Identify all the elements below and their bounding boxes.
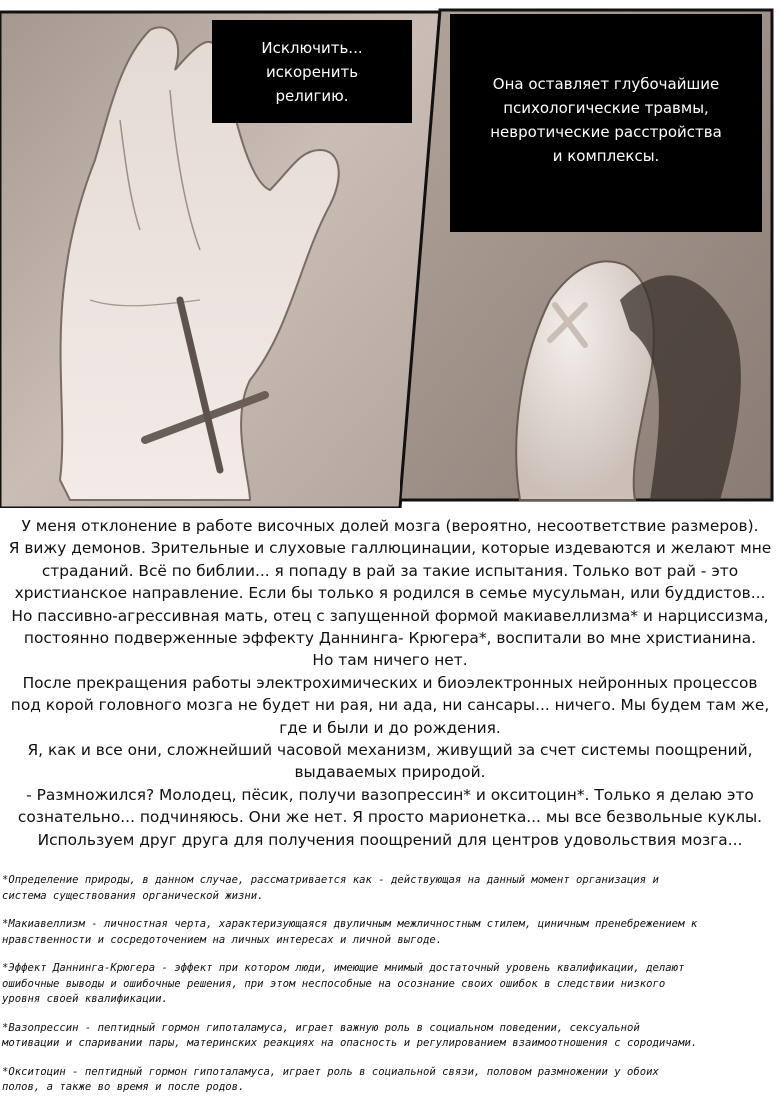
footnote-line: система существования органической жизни.	[2, 889, 264, 902]
main-text-block	[0, 515, 780, 851]
right-caption-box	[450, 14, 762, 232]
caption-line: Она оставляет глубочайшие	[492, 75, 720, 93]
footnote-dunning-kruger	[2, 961, 778, 1008]
caption-line: и комплексы.	[552, 147, 660, 165]
text-line: страданий. Всё по библии... я попаду в рай за такие испытания. Только вот рай - это	[41, 561, 739, 580]
text-line: под корой головного мозга не будет ни рая, ни ада, ни сансары... ничего. Мы будем там же,	[10, 696, 770, 715]
caption-line: религию.	[275, 87, 349, 105]
footnote-line: ошибочные выводы и ошибочные решения, при этом неспособные на осознание своих ошибок в следствии низкого	[2, 977, 666, 990]
text-line: Я, как и все они, сложнейший часовой механизм, живущий за счет системы поощрений,	[27, 741, 753, 760]
footnote-nature	[2, 873, 778, 904]
text-line: После прекращения работы электрохимических и биоэлектронных нейронных процессов	[22, 673, 758, 692]
text-line: где и были и до рождения.	[279, 718, 501, 737]
footnote-line: уровня своей квалификации.	[2, 993, 168, 1005]
footnote-line: *Окситоцин - пептидный гормон гипоталамуса, играет роль в социальной связи, половом размножении у обоих	[2, 1065, 659, 1078]
text-line: Я вижу демонов. Зрительные и слуховые галлюцинации, которые издеваются и желают мне	[8, 539, 772, 558]
text-line: Но там ничего нет.	[312, 651, 468, 670]
footnote-line: *Определение природы, в данном случае, рассматривается как - действующая на данный момент организация и	[2, 874, 659, 886]
text-line: Используем друг друга для получения поощрений для центров удовольствия мозга...	[37, 830, 743, 849]
text-line: сознательно... подчиняюсь. Они же нет. Я просто марионетка... мы все безвольные куклы.	[17, 808, 763, 827]
footnote-line: *Эффект Даннинга-Крюгера - эффект при котором люди, имеющие мнимый достаточный уровень квалификации, делают	[2, 962, 685, 974]
footnote-line: мотивации и спаривании пары, материнских реакциях на опасность и регулированием взаимоотношения с сородичами.	[2, 1037, 698, 1049]
text-line: постоянно подверженные эффекту Даннинга- Крюгера*, воспитали во мне христианина.	[23, 629, 757, 648]
footnote-line: полов, а также во время и после родов.	[2, 1081, 245, 1093]
left-caption-box	[212, 20, 412, 123]
footnote-vasopressin	[2, 1021, 778, 1052]
footnote-oxytocin	[2, 1065, 778, 1096]
text-line: У меня отклонение в работе височных долей мозга (вероятно, несоответствие размеров).	[21, 517, 759, 535]
text-line: выдаваемых природой.	[294, 763, 486, 782]
footnote-line: нравственности и сосредоточением на личных интересах и личной выгоде.	[2, 933, 443, 946]
text-line: христианское направление. Если бы только я родился в семье мусульман, или буддистов...	[14, 584, 766, 603]
caption-line: психологические травмы,	[503, 99, 709, 117]
text-line: Но пассивно-агрессивная мать, отец с запущенной формой макиавеллизма* и нарциссизма,	[11, 606, 769, 625]
caption-line: искоренить	[265, 63, 359, 81]
caption-line: Исключить...	[261, 39, 363, 57]
footnote-line: *Вазопрессин - пептидный гормон гипоталамуса, играет важную роль в социальном поведении, сексуальной	[2, 1021, 640, 1034]
footnote-machiavellianism	[2, 917, 778, 948]
text-line: - Размножился? Молодец, пёсик, получи вазопрессин* и окситоцин*. Только я делаю это	[26, 785, 754, 804]
caption-line: невротические расстройства	[490, 123, 722, 141]
footnotes	[2, 873, 778, 1109]
footnote-line: *Макиавеллизм - личностная черта, характеризующаяся двуличным межличностным стилем, циничным пренебрежением к	[2, 918, 698, 930]
